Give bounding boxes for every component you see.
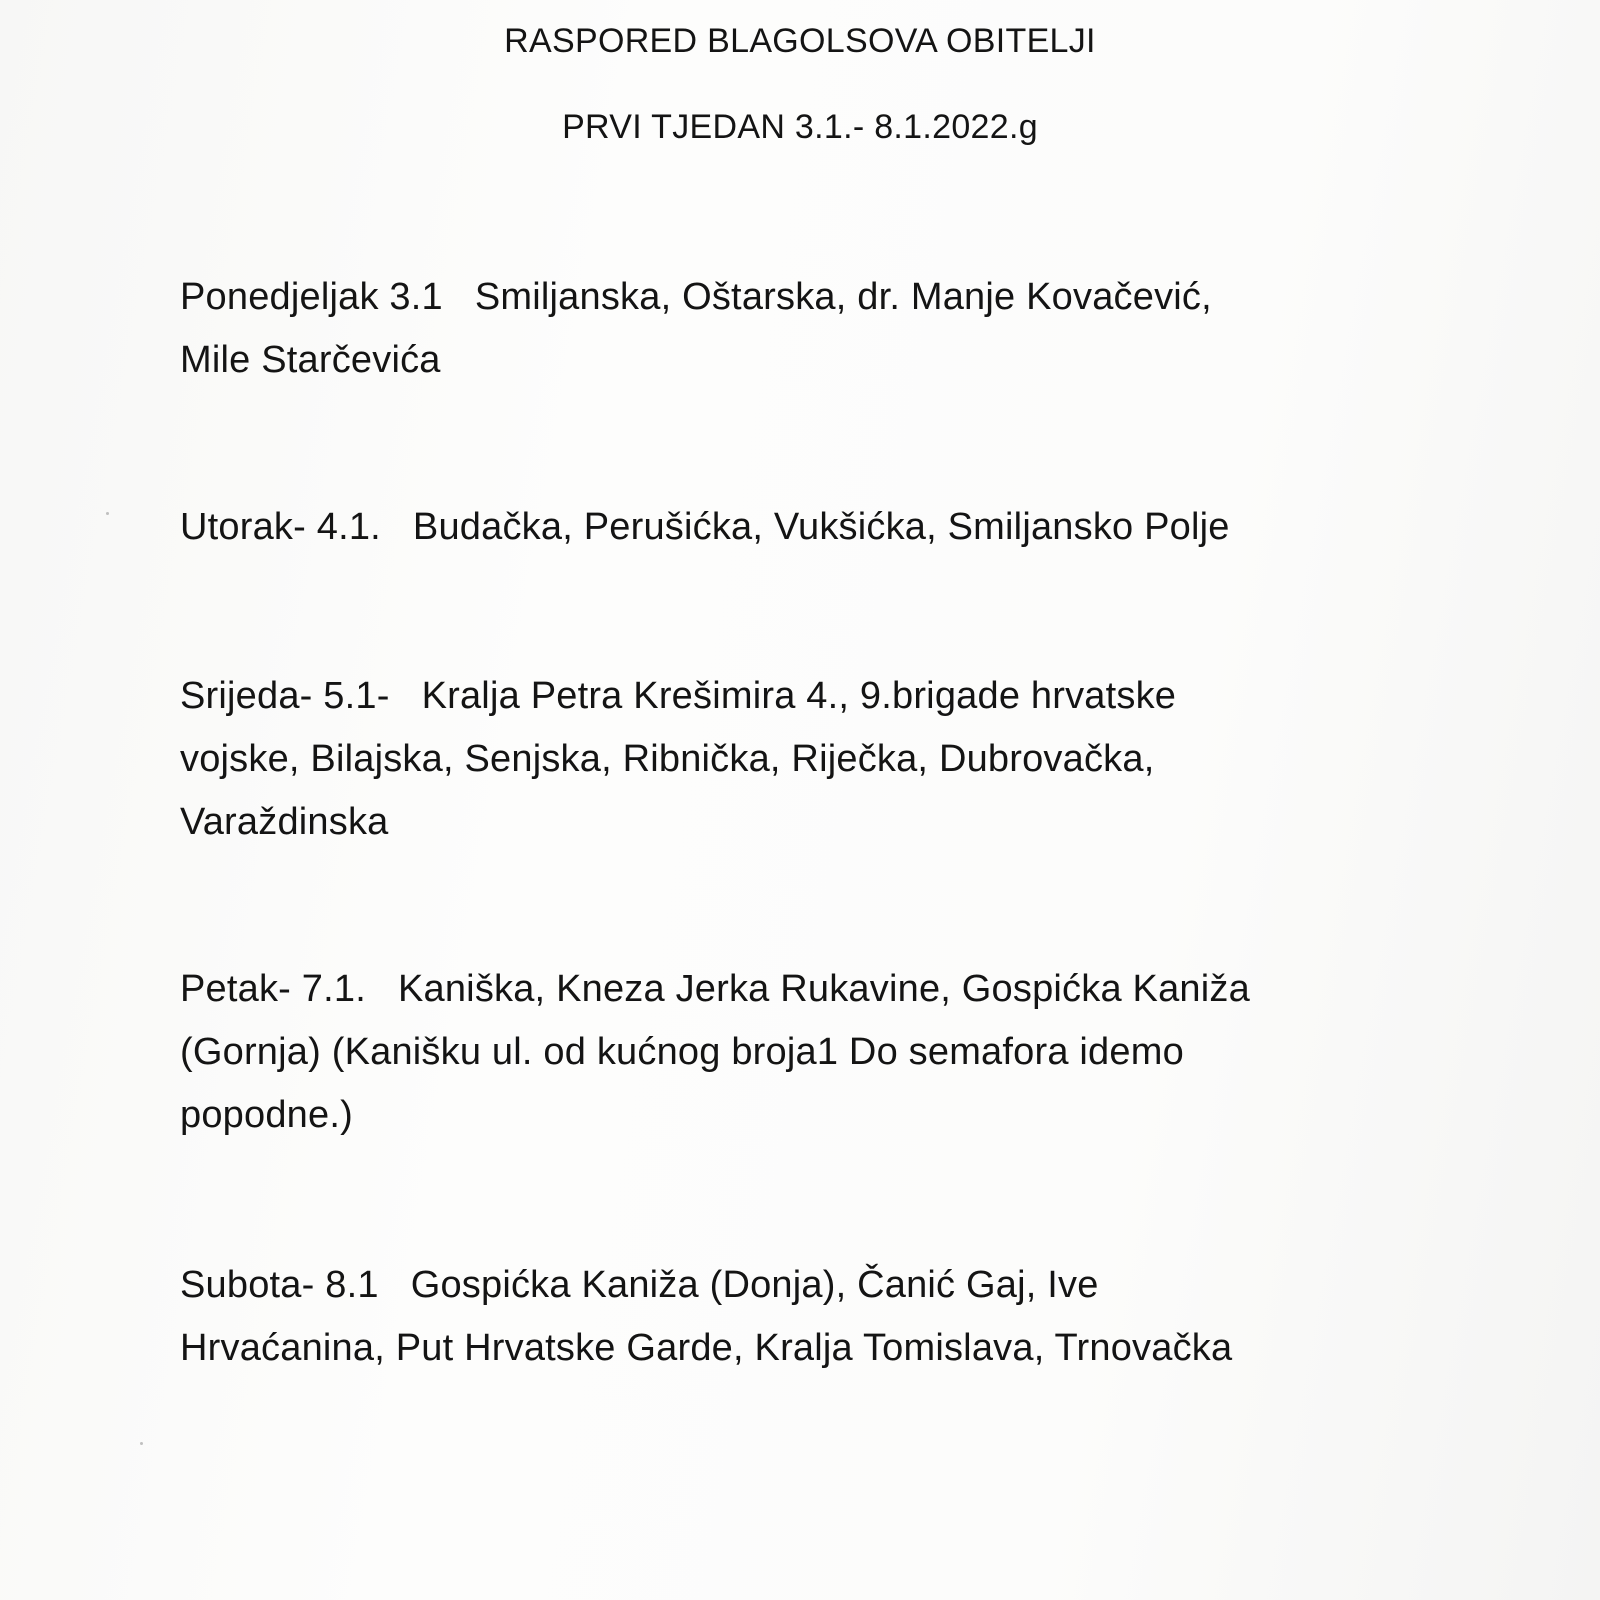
entry-streets: Budačka, Perušićka, Vukšićka, Smiljansko Polje [412,506,1230,548]
schedule-entry-wednesday [180,665,1410,854]
entry-day: Srijeda- 5.1- [180,675,390,717]
document-title: RASPORED BLAGOLSOVA OBITELJI [504,22,1096,60]
entry-streets: Gospićka Kaniža (Donja), Čanić Gaj, Ive [410,1264,1099,1306]
schedule-entry-tuesday [180,496,1410,559]
entry-day: Subota- 8.1 [180,1264,379,1306]
entry-line: (Gornja) (Kanišku ul. od kućnog broja1 Do semafora idemo [180,1031,1184,1073]
entry-streets: Smiljanska, Oštarska, dr. Manje Kovačević, [474,276,1212,318]
entry-line [180,665,1410,728]
paper-speck [140,1442,143,1445]
entry-day: Ponedjeljak 3.1 [180,276,443,318]
schedule-entry-friday [180,958,1410,1147]
entry-line: Mile Starčevića [180,339,441,381]
entry-streets: Kralja Petra Krešimira 4., 9.brigade hrvatske [421,675,1177,717]
entry-line [180,1254,1410,1317]
schedule-entry-saturday [180,1254,1410,1380]
entry-streets: Kaniška, Kneza Jerka Rukavine, Gospićka Kaniža [397,968,1250,1010]
entry-day: Utorak- 4.1. [180,506,381,548]
entry-day: Petak- 7.1. [180,968,366,1010]
entry-line: popodne.) [180,1094,353,1136]
entry-line [180,958,1410,1021]
entry-line [180,266,1410,329]
entry-line: vojske, Bilajska, Senjska, Ribnička, Riječka, Dubrovačka, [180,738,1155,780]
entry-line [180,496,1410,559]
paper-speck [106,512,109,515]
entry-line: Hrvaćanina, Put Hrvatske Garde, Kralja Tomislava, Trnovačka [180,1327,1233,1369]
schedule-entry-monday [180,266,1410,392]
document-subtitle: PRVI TJEDAN 3.1.- 8.1.2022.g [562,108,1038,146]
entry-line: Varaždinska [180,801,389,843]
